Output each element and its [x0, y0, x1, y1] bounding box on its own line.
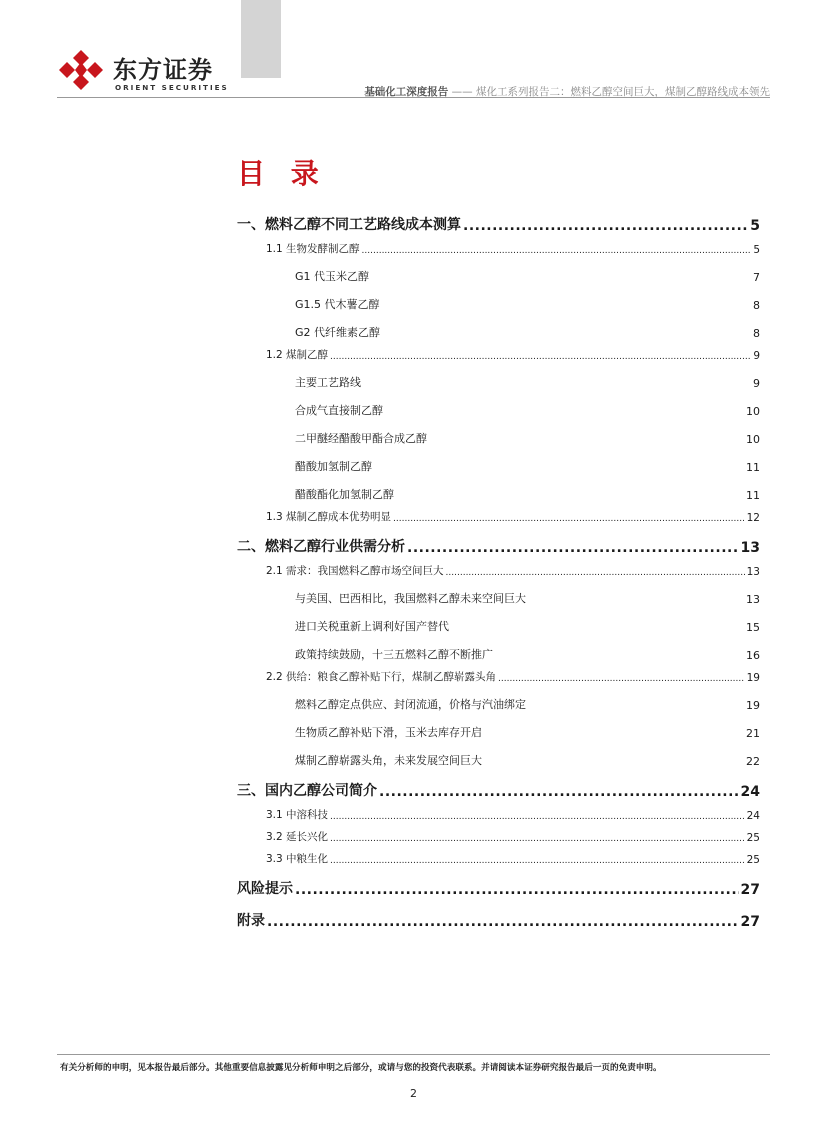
toc-entry-level-1[interactable]	[237, 534, 760, 556]
toc-entry-label: 与美国、巴西相比，我国燃料乙醇未来空间巨大	[295, 592, 526, 605]
brand-name-en: ORIENT SECURITIES	[115, 83, 229, 92]
toc-entry-page: 27	[740, 882, 760, 898]
toc-leader-dots	[393, 514, 745, 524]
toc-entry-page: 12	[746, 512, 760, 524]
header-decor-bar	[241, 0, 281, 78]
toc-entry-page: 5	[750, 218, 760, 234]
table-of-contents	[237, 210, 760, 930]
toc-entry-label: 1.1 生物发酵制乙醇	[266, 243, 360, 255]
toc-entry-level-3[interactable]	[237, 390, 760, 418]
toc-entry-level-2[interactable]	[237, 844, 760, 866]
page-number: 2	[410, 1087, 417, 1100]
toc-entry-page: 10	[746, 405, 760, 418]
toc-entry-level-2[interactable]	[237, 822, 760, 844]
toc-entry-level-1[interactable]	[237, 908, 760, 930]
toc-entry-label: 一、燃料乙醇不同工艺路线成本测算	[237, 217, 461, 233]
toc-spacer	[237, 898, 760, 906]
toc-leader-dots	[330, 856, 745, 866]
toc-entry-page: 25	[746, 854, 760, 866]
toc-leader-dots	[463, 218, 748, 234]
toc-entry-label: 醋酸酯化加氢制乙醇	[295, 488, 394, 501]
toc-entry-label: G2 代纤维素乙醇	[295, 326, 381, 339]
toc-entry-page: 22	[746, 755, 760, 768]
toc-entry-level-3[interactable]	[237, 474, 760, 502]
toc-entry-label: G1.5 代木薯乙醇	[295, 298, 380, 311]
toc-entry-page: 27	[740, 914, 760, 930]
orient-logo-icon	[57, 48, 105, 92]
toc-entry-label: 二、燃料乙醇行业供需分析	[237, 539, 405, 555]
toc-entry-level-1[interactable]	[237, 778, 760, 800]
toc-entry-level-3[interactable]	[237, 606, 760, 634]
toc-spacer	[237, 524, 760, 532]
toc-entry-page: 15	[746, 621, 760, 634]
toc-entry-page: 13	[746, 566, 760, 578]
toc-leader-dots	[330, 352, 751, 362]
toc-entry-label: 煤制乙醇崭露头角，未来发展空间巨大	[295, 754, 482, 767]
toc-leader-dots	[498, 674, 745, 684]
toc-entry-level-3[interactable]	[237, 712, 760, 740]
toc-entry-label: 3.3 中粮生化	[266, 853, 329, 865]
toc-entry-level-3[interactable]	[237, 634, 760, 662]
toc-entry-level-2[interactable]	[237, 234, 760, 256]
toc-entry-page: 5	[753, 244, 760, 256]
toc-entry-page: 11	[746, 461, 760, 474]
toc-leader-dots	[379, 784, 739, 800]
brand-name-cn: 东方证券	[113, 56, 213, 84]
toc-leader-dots	[330, 834, 745, 844]
toc-entry-level-2[interactable]	[237, 556, 760, 578]
toc-entry-label: 1.3 煤制乙醇成本优势明显	[266, 511, 392, 523]
toc-entry-label: 2.2 供给：粮食乙醇补贴下行，煤制乙醇崭露头角	[266, 671, 497, 683]
toc-entry-page: 13	[740, 540, 760, 556]
toc-entry-level-2[interactable]	[237, 340, 760, 362]
footer-divider	[57, 1054, 770, 1055]
toc-title: 目 录	[237, 157, 327, 190]
toc-entry-page: 8	[753, 327, 760, 340]
toc-entry-page: 19	[746, 699, 760, 712]
toc-entry-label: 生物质乙醇补贴下滑，玉米去库存开启	[295, 726, 482, 739]
toc-entry-level-3[interactable]	[237, 362, 760, 390]
toc-entry-level-3[interactable]	[237, 284, 760, 312]
toc-entry-label: 3.2 延长兴化	[266, 831, 329, 843]
toc-leader-dots	[407, 540, 739, 556]
toc-leader-dots	[267, 914, 739, 930]
toc-spacer	[237, 768, 760, 776]
header-subtitle: 煤化工系列报告二：燃料乙醇空间巨大，煤制乙醇路线成本领先	[476, 86, 770, 98]
toc-entry-page: 11	[746, 489, 760, 502]
toc-entry-page: 13	[746, 593, 760, 606]
toc-entry-level-2[interactable]	[237, 662, 760, 684]
toc-entry-label: 合成气直接制乙醇	[295, 404, 383, 417]
toc-entry-label: 政策持续鼓励，十三五燃料乙醇不断推广	[295, 648, 493, 661]
footer-disclaimer: 有关分析师的申明，见本报告最后部分。其他重要信息披露见分析师申明之后部分，或请与您的投资代表联系。并请阅读本证券研究报告最后一页的免责申明。	[60, 1063, 662, 1073]
header-divider	[57, 97, 770, 98]
toc-entry-label: 附录	[237, 913, 265, 929]
toc-spacer	[237, 866, 760, 874]
toc-entry-level-2[interactable]	[237, 502, 760, 524]
toc-entry-page: 25	[746, 832, 760, 844]
toc-entry-level-3[interactable]	[237, 256, 760, 284]
toc-entry-label: 三、国内乙醇公司简介	[237, 783, 377, 799]
toc-entry-label: 燃料乙醇定点供应、封闭流通，价格与汽油绑定	[295, 698, 526, 711]
toc-entry-label: 风险提示	[237, 881, 293, 897]
toc-entry-label: 3.1 中溶科技	[266, 809, 329, 821]
toc-leader-dots	[295, 882, 739, 898]
brand-logo	[57, 48, 227, 96]
toc-entry-page: 24	[740, 784, 760, 800]
toc-leader-dots	[330, 812, 745, 822]
toc-entry-level-1[interactable]	[237, 212, 760, 234]
toc-entry-label: G1 代玉米乙醇	[295, 270, 370, 283]
toc-entry-level-3[interactable]	[237, 740, 760, 768]
toc-entry-label: 进口关税重新上调利好国产替代	[295, 620, 449, 633]
toc-entry-label: 二甲醚经醋酸甲酯合成乙醇	[295, 432, 427, 445]
toc-entry-label: 醋酸加氢制乙醇	[295, 460, 372, 473]
toc-entry-page: 16	[746, 649, 760, 662]
toc-entry-label: 1.2 煤制乙醇	[266, 349, 329, 361]
header-separator: ——	[451, 86, 473, 98]
toc-entry-page: 10	[746, 433, 760, 446]
toc-entry-page: 21	[746, 727, 760, 740]
toc-entry-level-3[interactable]	[237, 418, 760, 446]
toc-entry-page: 8	[753, 299, 760, 312]
toc-entry-page: 9	[753, 377, 760, 390]
toc-entry-page: 7	[753, 271, 760, 284]
toc-entry-page: 19	[746, 672, 760, 684]
toc-entry-label: 2.1 需求：我国燃料乙醇市场空间巨大	[266, 565, 444, 577]
toc-entry-page: 24	[746, 810, 760, 822]
toc-leader-dots	[362, 246, 752, 256]
toc-entry-level-3[interactable]	[237, 684, 760, 712]
toc-entry-level-3[interactable]	[237, 578, 760, 606]
header-category: 基础化工深度报告	[364, 86, 449, 98]
toc-entry-level-2[interactable]	[237, 800, 760, 822]
toc-entry-level-3[interactable]	[237, 446, 760, 474]
toc-leader-dots	[446, 568, 745, 578]
toc-entry-level-3[interactable]	[237, 312, 760, 340]
toc-entry-page: 9	[753, 350, 760, 362]
toc-entry-label: 主要工艺路线	[295, 376, 361, 389]
toc-entry-level-1[interactable]	[237, 876, 760, 898]
